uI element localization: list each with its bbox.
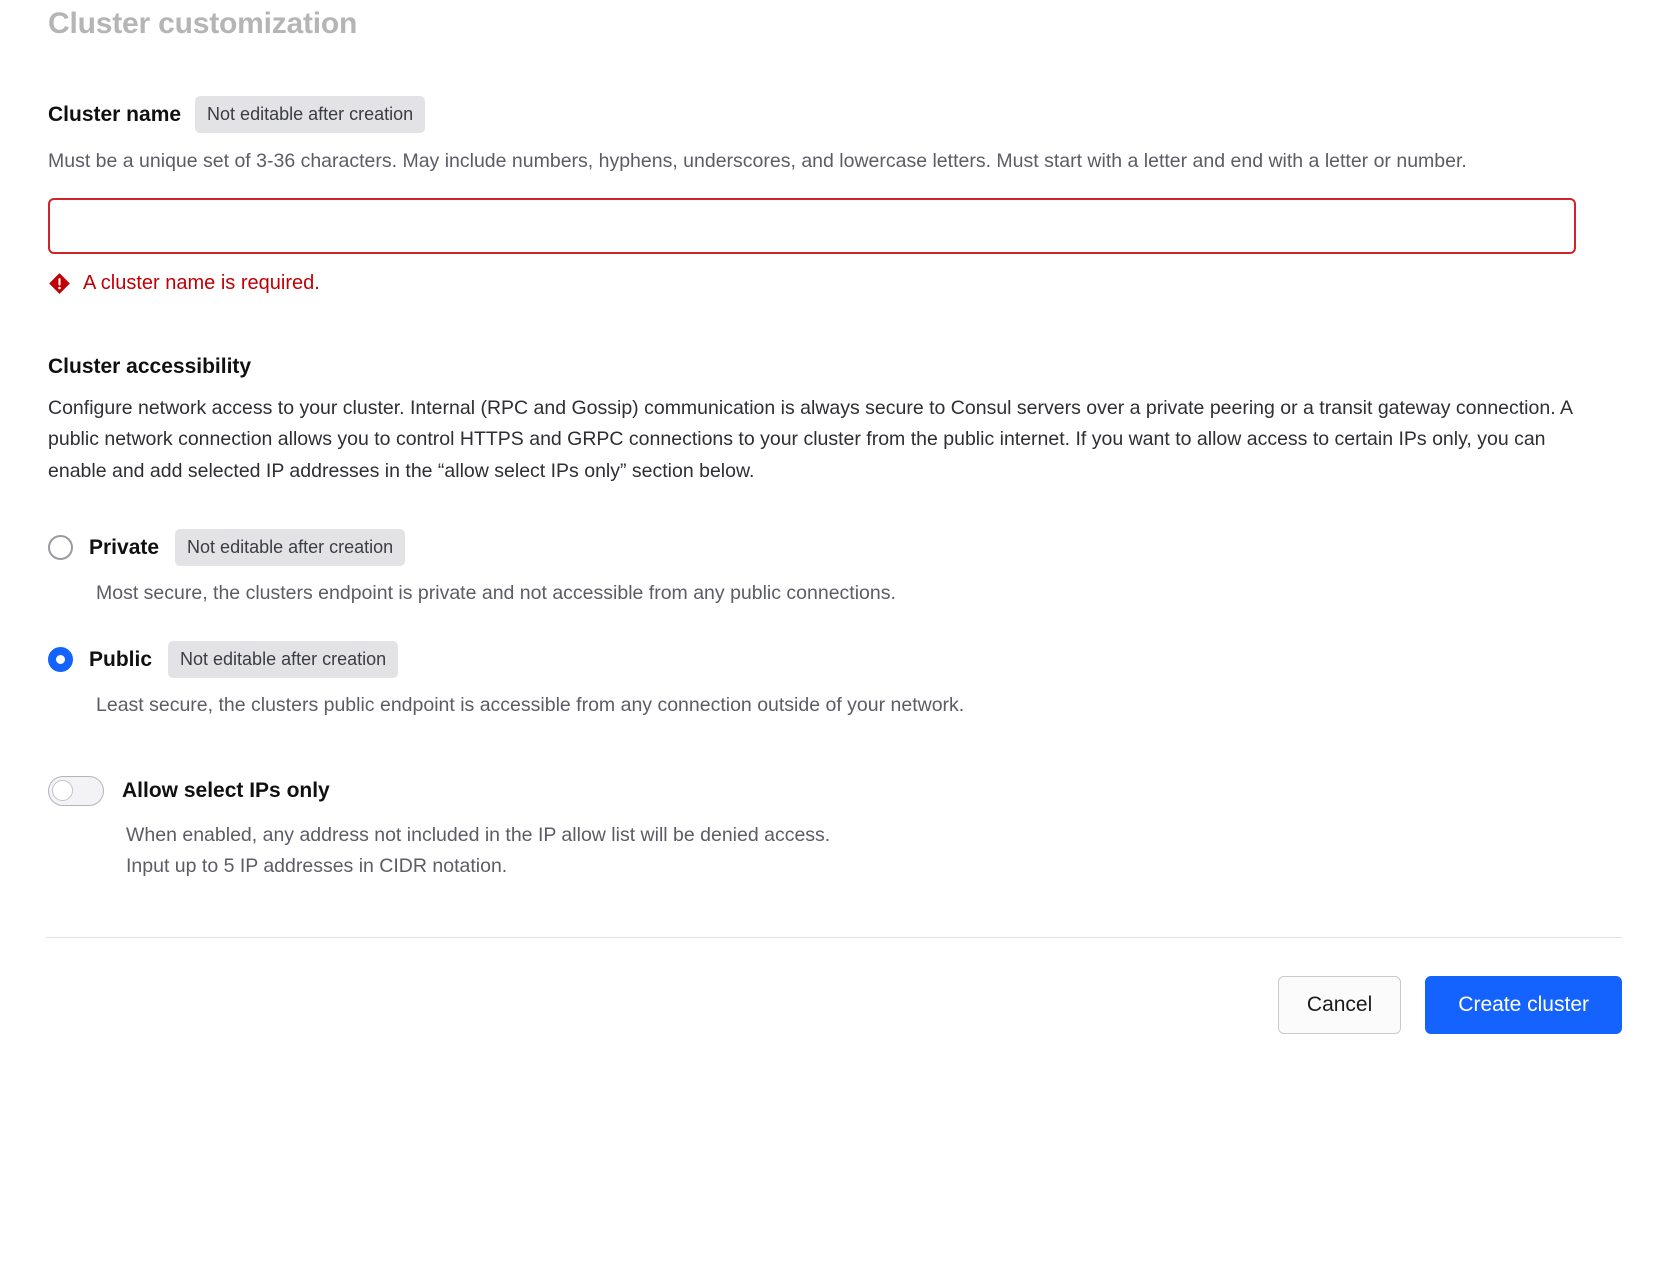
radio-option-public[interactable] xyxy=(48,641,1624,720)
radio-private-badge: Not editable after creation xyxy=(175,529,405,566)
radio-public[interactable] xyxy=(48,647,73,672)
cluster-name-input[interactable] xyxy=(48,198,1576,254)
cluster-name-error-text: A cluster name is required. xyxy=(83,272,320,295)
cancel-button[interactable]: Cancel xyxy=(1278,976,1401,1034)
radio-option-public-row[interactable] xyxy=(48,641,1624,678)
cluster-name-help-text: Must be a unique set of 3-36 characters. May include numbers, hyphens, underscores, and lowercase letters. Must start with a letter and end with a letter or number. xyxy=(48,150,1467,172)
radio-public-description: Least secure, the clusters public endpoint is accessible from any connection outside of your network. xyxy=(96,693,965,716)
create-cluster-button[interactable]: Create cluster xyxy=(1425,976,1622,1034)
allow-select-ips-label: Allow select IPs only xyxy=(122,779,330,803)
radio-public-label: Public xyxy=(89,647,153,671)
allow-select-ips-toggle[interactable] xyxy=(48,776,104,806)
cluster-accessibility-description: Configure network access to your cluster. Internal (RPC and Gossip) communication is always secure to Consul servers over a private peering or a transit gateway connection. A public network connection allows you to control HTTPS and GRPC connections to your cluster from the public internet. If you want to allow access to certain IPs only, you can enable and add selected IP addresses in the “allow select IPs only” section below. xyxy=(48,396,1572,482)
radio-private-description: Most secure, the clusters endpoint is private and not accessible from any public connections. xyxy=(96,582,896,605)
allow-select-ips-block xyxy=(48,776,1624,883)
allow-select-ips-row[interactable] xyxy=(48,776,1624,806)
allow-select-ips-description xyxy=(126,820,1624,883)
cluster-name-error xyxy=(48,272,1624,295)
radio-option-private[interactable] xyxy=(48,529,1624,608)
allow-select-ips-description-line1: When enabled, any address not included in the IP allow list will be denied access. xyxy=(126,823,831,846)
toggle-knob xyxy=(52,780,73,801)
cluster-name-label: Cluster name xyxy=(48,103,182,126)
allow-select-ips-description-line2: Input up to 5 IP addresses in CIDR notation. xyxy=(126,855,508,878)
radio-private-label: Private xyxy=(89,536,160,560)
cluster-accessibility-title: Cluster accessibility xyxy=(48,354,252,378)
radio-option-private-row[interactable] xyxy=(48,529,1624,566)
footer-divider xyxy=(46,937,1622,938)
page-title: Cluster customization xyxy=(48,7,358,40)
radio-private[interactable] xyxy=(48,535,73,560)
radio-public-badge: Not editable after creation xyxy=(168,641,398,678)
cluster-name-label-row xyxy=(48,96,1624,133)
cluster-accessibility-radio-group xyxy=(48,529,1624,720)
alert-diamond-icon xyxy=(48,272,71,295)
cluster-name-not-editable-badge: Not editable after creation xyxy=(195,96,425,133)
footer-actions xyxy=(46,976,1622,1034)
